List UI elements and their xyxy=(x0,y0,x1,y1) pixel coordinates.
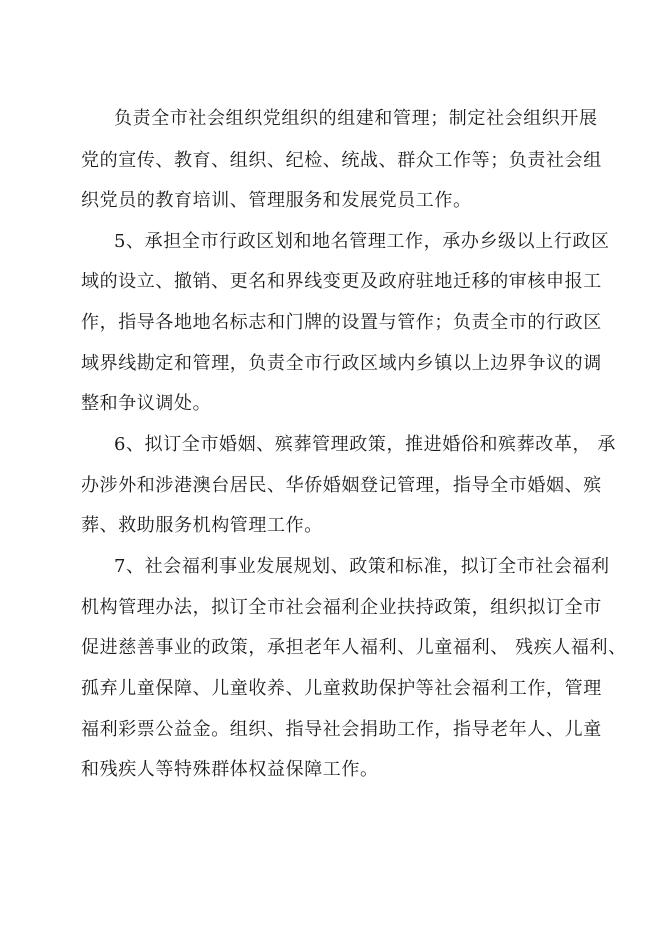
text-line: 福利彩票公益金。组织、指导社会捐助工作，指导老年人、儿童 xyxy=(81,719,602,740)
text-line: 促进慈善事业的政策，承担老年人福利、儿童福利、 残疾人福利、 xyxy=(81,637,627,658)
text-line: 孤弃儿童保障、儿童收养、儿童救助保护等社会福利工作，管理 xyxy=(81,678,602,699)
text-line: 域界线勘定和管理，负责全市行政区域内乡镇以上边界争议的调 xyxy=(81,353,602,374)
text-line: 5、承担全市行政区划和地名管理工作，承办乡级以上行政区 xyxy=(114,231,610,252)
text-line: 和残疾人等特殊群体权益保障工作。 xyxy=(81,759,379,780)
text-line: 负责全市社会组织党组织的组建和管理；制定社会组织开展 xyxy=(114,108,598,129)
text-line: 机构管理办法，拟订全市社会福利企业扶持政策，组织拟订全市 xyxy=(81,597,602,618)
text-line: 域的设立、撤销、更名和界线变更及政府驻地迁移的审核申报工 xyxy=(81,271,602,292)
text-line: 7、社会福利事业发展规划、政策和标准，拟订全市社会福利 xyxy=(114,556,610,577)
text-line: 葬、救助服务机构管理工作。 xyxy=(81,515,323,536)
text-line: 党的宣传、教育、组织、纪检、统战、群众工作等；负责社会组 xyxy=(81,150,602,171)
text-line: 办涉外和涉港澳台居民、华侨婚姻登记管理，指导全市婚姻、殡 xyxy=(81,475,602,496)
text-line: 6、拟订全市婚姻、殡葬管理政策，推进婚俗和殡葬改革， 承 xyxy=(114,434,616,455)
text-line: 织党员的教育培训、管理服务和发展党员工作。 xyxy=(81,190,472,211)
text-line: 作，指导各地地名标志和门牌的设置与管作；负责全市的行政区 xyxy=(81,312,602,333)
text-line: 整和争议调处。 xyxy=(81,393,212,414)
